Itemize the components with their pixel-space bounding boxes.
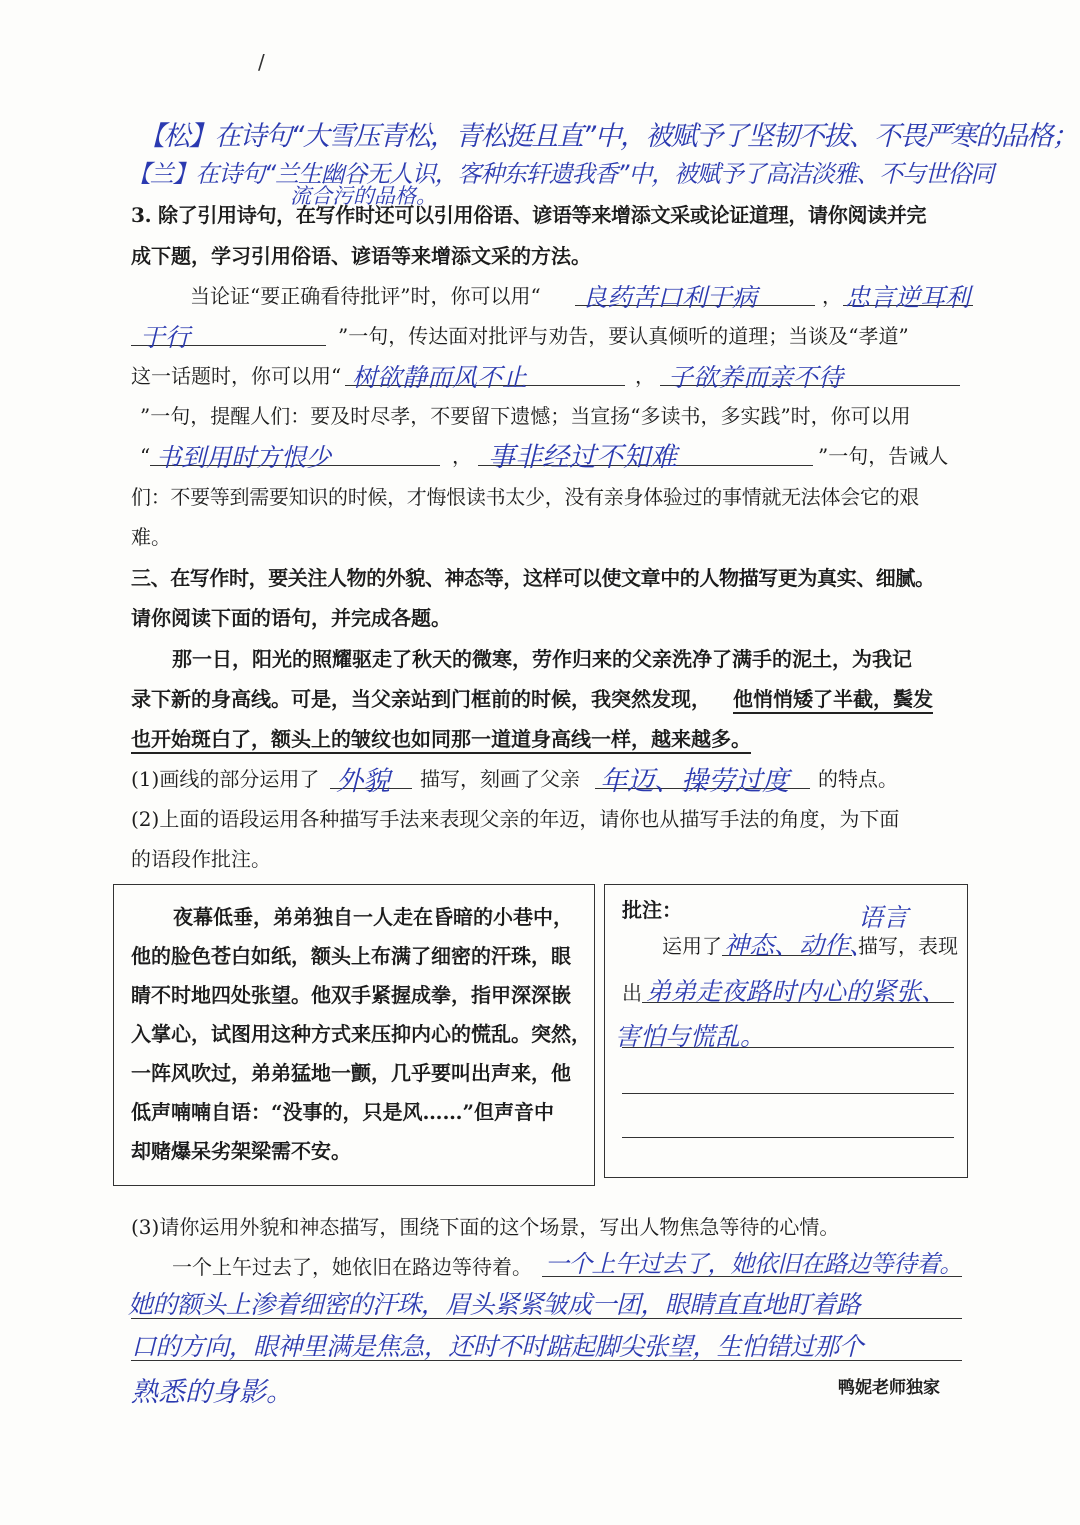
- passage-line2a: 录下新的身高线。可是，当父亲站到门框前的时候，我突然发现，: [131, 687, 711, 711]
- q3-comma1: ，: [822, 284, 842, 308]
- q3-line5-open: “: [140, 444, 151, 468]
- box-passage-line2: 他的脸色苍白如纸，额头上布满了细密的汗珠，眼: [131, 944, 571, 968]
- sub3-blank3: [131, 1360, 962, 1361]
- box-passage-line5: 一阵风吹过，弟弟猛地一颤，几乎要叫出声来，他: [131, 1061, 571, 1085]
- sub1-answer-b: 年迈、操劳过度: [600, 766, 789, 797]
- sub3-prompt: (3)请你运用外貌和神态描写，围绕下面的这个场景，写出人物焦急等待的心情。: [131, 1215, 840, 1239]
- annotation-answer-line2: 害怕与慌乱。: [615, 1022, 766, 1051]
- q3-answer4: 子欲养而亲不待: [668, 363, 844, 392]
- q3-line1-text: 当论证“要正确看待批评”时，你可以用“: [190, 284, 541, 308]
- q3-intro-line1: 3. 除了引用诗句，在写作时还可以引用俗语、谚语等来增添文采或论证道理，请你阅读并完: [131, 203, 927, 227]
- sub2-line2: 的语段作批注。: [131, 847, 271, 871]
- q3-answer1: 良药苦口利于病: [582, 283, 758, 312]
- q3-answer6: 事非经过不知难: [488, 442, 677, 473]
- sub3-lead: 一个上午过去了，她依旧在路边等待着。: [172, 1255, 532, 1279]
- sub3-answer-line3: 口的方向，眼神里满是焦急，还时不时踮起脚尖张望，生怕错过那个: [131, 1332, 864, 1361]
- annotation-blank4: [622, 1093, 954, 1094]
- sub2-line1: (2)上面的语段运用各种描写手法来表现父亲的年迈，请你也从描写手法的角度，为下面: [131, 807, 900, 831]
- sub3-answer-line2: 她的额头上渗着细密的汗珠，眉头紧紧皱成一团，眼睛直直地盯着路: [128, 1290, 861, 1319]
- q3-comma3: ，: [452, 444, 472, 468]
- annotation-answer-methods: 神态、动作、: [724, 931, 875, 960]
- sub3-answer-line1: 一个上午过去了，她依旧在路边等待着。: [545, 1250, 963, 1278]
- q3-comma2: ，: [635, 364, 655, 388]
- annotation-blank5: [622, 1137, 954, 1138]
- annotation-answer-extra: 语言: [858, 903, 909, 932]
- q3-answer5: 书到用时方恨少: [156, 443, 332, 472]
- section3-heading-line1: 三、在写作时，要关注人物的外貌、神态等，这样可以使文章中的人物描写更为真实、细腻。: [131, 566, 935, 590]
- q3-line6-text: 们：不要等到需要知识的时候，才悔恨读书太少，没有亲身体验过的事情就无法体会它的艰: [131, 485, 919, 509]
- q3-line2-text: ”一句，传达面对批评与劝告，要认真倾听的道理；当谈及“孝道”: [338, 324, 909, 348]
- handwritten-answer-orchid-cont: 流合污的品格。: [290, 184, 437, 208]
- q3-answer2b: 于行: [140, 323, 191, 352]
- passage-underlined-part1: 他悄悄矮了半截，鬓发: [733, 689, 933, 714]
- q3-line4-text: ”一句，提醒人们：要及时尽孝，不要留下遗憾；当宣扬“多读书，多实践”时，你可以用: [140, 404, 911, 428]
- sub1-text-a: (1)画线的部分运用了: [131, 767, 320, 791]
- box-passage-line7: 却赌爆呆劣架梁需不安。: [131, 1139, 351, 1163]
- box-passage-line1: 夜幕低垂，弟弟独自一人走在昏暗的小巷中，: [173, 905, 573, 929]
- box-passage-line6: 低声喃喃自语：“没事的，只是风……”但声音中: [131, 1100, 555, 1124]
- sub1-answer-a: 外貌: [336, 766, 390, 797]
- watermark-text: 鸭妮老师独家: [838, 1378, 940, 1398]
- q3-intro-line2: 成下题，学习引用俗语、谚语等来增添文采的方法。: [131, 244, 591, 268]
- passage-underlined-part2: 也开始斑白了，额头上的皱纹也如同那一道道身高线一样，越来越多。: [131, 729, 751, 754]
- pen-tick-mark: /: [258, 50, 265, 74]
- handwritten-answer-pine: 【松】在诗句“大雪压青松，青松挺且直”中，被赋予了坚韧不拔、不畏严寒的品格；: [138, 121, 1078, 152]
- passage-line1: 那一日，阳光的照耀驱走了秋天的微寒，劳作归来的父亲洗净了满手的泥土，为我记: [172, 647, 912, 671]
- q3-answer3: 树欲静而风不止: [352, 363, 528, 392]
- q3-answer2a: 忠言逆耳利: [845, 283, 971, 312]
- sub3-answer-line4: 熟悉的身影。: [131, 1377, 293, 1408]
- q3-line5-end: ”一句，告诫人: [818, 444, 949, 468]
- annotation-desc-text: 描写，表现: [858, 934, 958, 958]
- annotation-answer-line1: 弟弟走夜路时内心的紧张、: [646, 977, 947, 1006]
- section3-heading-line2: 请你阅读下面的语句，并完成各题。: [131, 606, 451, 630]
- annotation-label: 批注：: [622, 898, 682, 922]
- q3-line3-text: 这一话题时，你可以用“: [131, 364, 342, 388]
- sub1-text-b: 描写，刻画了父亲: [420, 767, 580, 791]
- sub1-text-c: 的特点。: [818, 767, 898, 791]
- annotation-used-text: 运用了: [662, 934, 722, 958]
- handwritten-answer-orchid: 【兰】在诗句“兰生幽谷无人识，客种东轩遗我香”中，被赋予了高洁淡雅、不与世俗同: [127, 160, 994, 188]
- box-passage-line3: 睛不时地四处张望。他双手紧握成拳，指甲深深嵌: [131, 983, 571, 1007]
- annotation-out-text: 出: [622, 981, 642, 1005]
- q3-line7-text: 难。: [131, 525, 171, 549]
- box-passage-line4: 入掌心，试图用这种方式来压抑内心的慌乱。突然，: [131, 1022, 591, 1046]
